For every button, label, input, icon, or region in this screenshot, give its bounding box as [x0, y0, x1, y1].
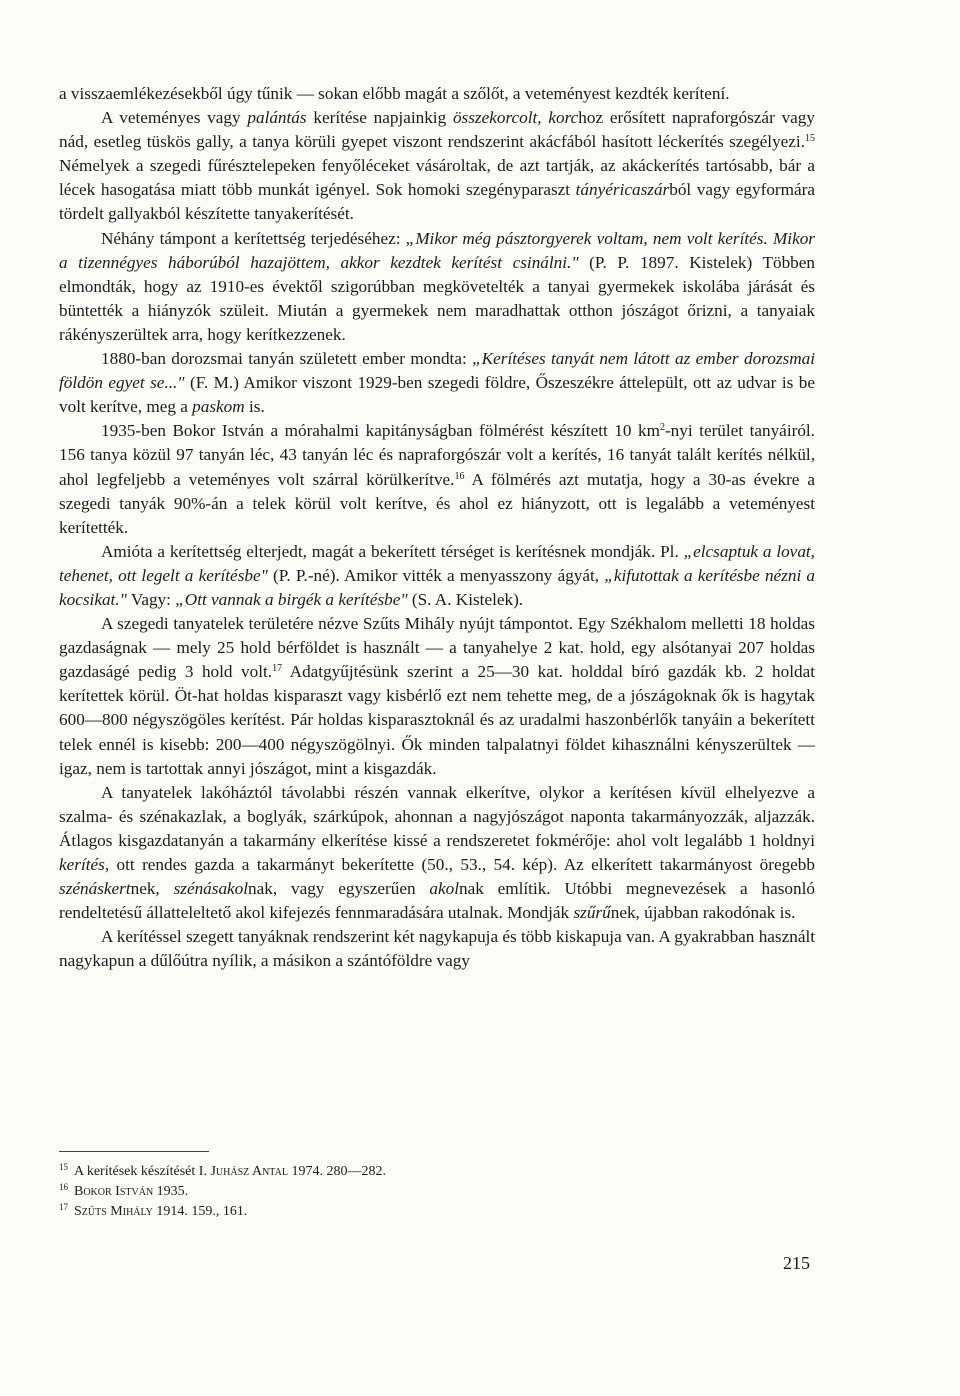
footnote-rule — [59, 1151, 209, 1152]
italic-text: paskom — [192, 397, 245, 417]
italic-text: „Kerítéses tanyát nem látott az ember dorozsmai földön egyet se..." — [59, 349, 815, 393]
body-text — [59, 82, 815, 973]
text-run: nek, újabban rakodónak is. — [610, 903, 796, 923]
paragraph — [59, 540, 815, 612]
paragraph — [59, 227, 815, 347]
italic-text: szénásakol — [173, 879, 249, 899]
paragraph — [59, 419, 815, 539]
text-run: A kerítéssel szegett tanyáknak rendszerint két nagykapuja és több kiskapuja van. A gyakrabban használt nagykapun a dűlőútra nyílik, a másikon a szántóföldre vagy — [59, 927, 816, 971]
text-run: ott rendes gazda a takarmányt bekerítette (50., 53., 54. kép). Az elkerített takarmányost öregebb — [109, 855, 815, 874]
text-run: Némelyek a szegedi fűrésztelepeken fenyőléceket vásároltak, de azt tartják, az akáckerítés tartósabb, bár a lécek hasogatása miatt több munkát igényel. Sok homoki szegényparaszt — [59, 156, 815, 200]
footnote-ref: 17 — [272, 663, 283, 675]
paragraph — [59, 347, 815, 419]
footnote-ref: 15 — [805, 133, 815, 145]
paragraph — [59, 781, 815, 926]
text-run: A fölmérés azt mutatja, hogy a 30-as évekre a szegedi tanyák 90%-án a telek körül volt kerítve, és ahol ez hiányzott, ott is legalább a veteményest kerítették. — [59, 469, 815, 537]
italic-text: összekorcolt, korc — [452, 108, 579, 128]
text-run: a visszaemlékezésekből úgy tűnik — sokan előbb magát a szőlőt, a veteményest kezdték kerítení. — [59, 84, 730, 103]
text-run: hoz erősített napraforgószár vagy nád, esetleg tüskös gally, a tanya körüli gyepet viszont rendszerint akácfából hasított léckerítés szegélyezi. — [59, 108, 815, 152]
footnotes — [59, 1162, 659, 1222]
text-run: (P. P. 1897. Kistelek) Többen elmondták, hogy az 1910-es évektől szigorúbban megkövetelték a tanyai gyermekek iskolába járását és büntették a hiányzók szüleit. Miután a gyermekek nem maradhattak otthon jószágot őrizni, a tanyaiak rákényszerültek arra, hogy kerítkezzenek. — [59, 252, 815, 344]
footnote — [59, 1182, 659, 1202]
text-run: A tanyatelek lakóháztól távolabbi részén vannak elkerítve, olykor a kerítésen kívül elhelyezve a szalma- és szénakazlak, a boglyák, szárkúpok, ahonnan a nagyjószágot naponta takarmányozzák, aljazzák. Átlagos kisgazdatanyán a takarmány elkerítése kissé a rendszeretet fokmérője: ahol volt legalább 1 holdnyi — [59, 782, 815, 850]
text-run: nak, vagy egyszerűen — [248, 879, 430, 899]
footnote — [59, 1162, 659, 1182]
paragraph — [59, 82, 815, 106]
text-run: Adatgyűjtésünk szerint a 25—30 kat. holddal bíró gazdák kb. 2 holdat kerítettek körül. Öt-hat holdas kisparaszt vagy kisbérlő ezt nem tehette meg, de a jószágoknak ők is hagytak 600—800 négyszögöles kerítést. Pár holdas kisparasztoknál és az uradalmi haszonbérlők tanyáin a bekerített telek ennél is kisebb: 200—400 négyszögölnyi. Ők minden talpalatnyi földet kihasználni kényszerültek — igaz, nem is tartottak annyi jószágot, mint a kisgazdák. — [59, 662, 816, 778]
footnote-number: 15 — [59, 1162, 68, 1172]
text-run: (F. M.) Amikor viszont 1929-ben szegedi földre, Őszeszékre áttelepült, ott az udvar is be volt kerítve, meg a — [59, 373, 815, 417]
text-run: Néhány támpont a kerítettség terjedéséhez: — [101, 228, 406, 248]
text-run: (P. P.-né). Amikor vitték a menyasszony ágyát, — [267, 565, 605, 585]
italic-text: akol — [429, 879, 459, 899]
italic-text: tányéricaszár — [575, 180, 670, 200]
text-run: 1935-ben Bokor István a mórahalmi kapitányságban fölmérést készített 10 km — [101, 421, 660, 441]
text-run: -nyi terület tanyáiról. 156 tanya közül 97 tanyán léc, 43 tanyán léc és napraforgószár volt a kerítés, 16 tanyát talált kerítés nélkül, ahol legfeljebb a veteményes volt szárral körülkerítve. — [59, 421, 815, 489]
text-run: 1974. 280—282. — [287, 1164, 386, 1179]
footnote-ref: 2 — [659, 422, 665, 434]
text-run: (S. A. Kistelek). — [407, 589, 524, 609]
footnote-number: 16 — [59, 1182, 68, 1192]
text-run: is. — [244, 397, 265, 417]
text-run: A kerítések készítését I. — [74, 1164, 211, 1179]
author-name: Juhász Antal — [210, 1164, 288, 1179]
text-run: kerítése napjainkig — [306, 108, 453, 128]
author-name: Szűts Mihály — [74, 1204, 153, 1219]
italic-text: palántás — [247, 108, 307, 128]
italic-text: „elcsaptuk a lovat, tehenet, ott legelt a kerítésbe" — [59, 541, 815, 585]
text-run: 1880-ban dorozsmai tanyán született ember mondta: — [101, 349, 473, 369]
italic-text: „Mikor még pásztorgyerek voltam, nem volt kerítés. Mikor a tizennégyes háborúból hazajöttem, akkor kezdtek kerítést csinálni." — [59, 228, 815, 272]
text-run: ból vagy egyformára tördelt gallyakból készítette tanyakerítését. — [59, 180, 815, 224]
text-run: Amióta a kerítettség elterjedt, magát a bekerített térséget is kerítésnek mondják. Pl. — [101, 541, 684, 561]
italic-text: kerítés, — [59, 855, 110, 874]
italic-text: szénáskert — [59, 879, 131, 899]
paragraph — [59, 925, 815, 973]
text-run: Vagy: — [126, 589, 176, 609]
text-run: 1914. 159., 161. — [152, 1204, 248, 1219]
paragraph — [59, 612, 815, 781]
text-run: nek, — [130, 879, 174, 899]
footnote — [59, 1202, 659, 1222]
text-run: 1935. — [153, 1184, 189, 1199]
text-run: A szegedi tanyatelek területére nézve Szűts Mihály nyújt támpontot. Egy Székhalom melletti 18 holdas gazdaságnak — mely 25 hold bérföldet is használt — a tanyahelye 2 kat. hold, egy alsótanyai 207 holdas gazdaságé pedig 3 hold volt. — [59, 614, 815, 682]
footnote-number: 17 — [59, 1202, 68, 1212]
author-name: Bokor István — [74, 1184, 154, 1199]
footnote-ref: 16 — [454, 470, 465, 482]
text-run: nak említik. Utóbbi megnevezések a hasonló rendeltetésű állatteleltető akol kifejezés fennmaradására utalnak. Mondják — [59, 879, 815, 923]
text-run: A veteményes vagy — [101, 108, 248, 128]
paragraph — [59, 106, 815, 226]
italic-text: „kifutottak a kerítésbe nézni a kocsikat." — [59, 565, 816, 609]
italic-text: szűrű — [573, 903, 611, 923]
italic-text: „Ott vannak a birgék a kerítésbe" — [175, 589, 408, 609]
page-number: 215 — [783, 1253, 810, 1273]
